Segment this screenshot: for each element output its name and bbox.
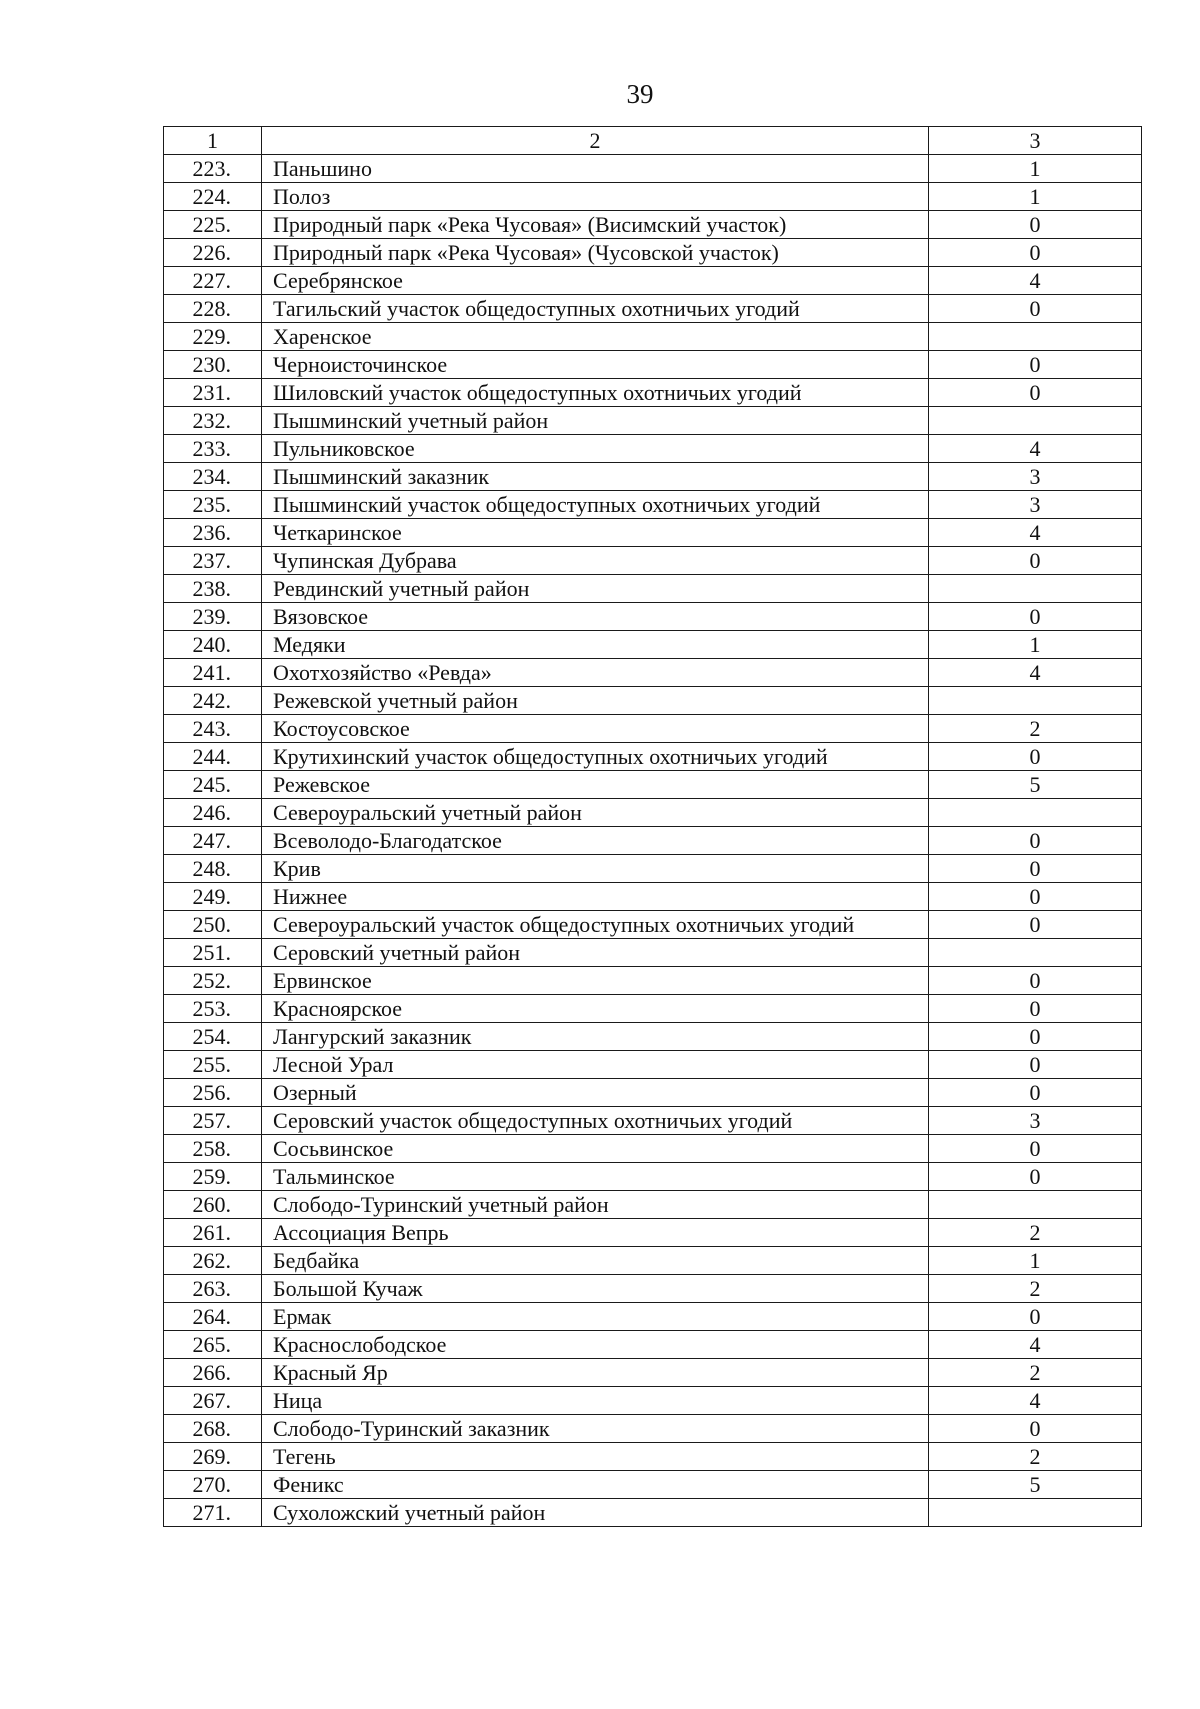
row-number-cell: 240. <box>164 631 262 659</box>
row-number-cell: 259. <box>164 1163 262 1191</box>
row-number-cell: 246. <box>164 799 262 827</box>
row-number-cell: 271. <box>164 1499 262 1527</box>
row-name-cell: Четкаринское <box>262 519 929 547</box>
table-row <box>164 1107 1142 1135</box>
row-number-cell: 260. <box>164 1191 262 1219</box>
table-row <box>164 1135 1142 1163</box>
row-value-cell: 0 <box>929 379 1142 407</box>
row-name-cell: Природный парк «Река Чусовая» (Чусовской участок) <box>262 239 929 267</box>
table-row <box>164 1219 1142 1247</box>
row-value-cell: 0 <box>929 855 1142 883</box>
row-number-cell: 249. <box>164 883 262 911</box>
table-header-row <box>164 127 1142 155</box>
row-number-cell: 253. <box>164 995 262 1023</box>
row-name-cell: Охотхозяйство «Ревда» <box>262 659 929 687</box>
row-name-cell: Природный парк «Река Чусовая» (Висимский участок) <box>262 211 929 239</box>
row-value-cell: 2 <box>929 1359 1142 1387</box>
row-value-cell <box>929 575 1142 603</box>
row-name-cell: Сухоложский учетный район <box>262 1499 929 1527</box>
row-name-cell: Слободо-Туринский учетный район <box>262 1191 929 1219</box>
row-number-cell: 236. <box>164 519 262 547</box>
row-name-cell: Крутихинский участок общедоступных охотничьих угодий <box>262 743 929 771</box>
table-row <box>164 407 1142 435</box>
row-number-cell: 261. <box>164 1219 262 1247</box>
row-name-cell: Лесной Урал <box>262 1051 929 1079</box>
row-value-cell: 3 <box>929 491 1142 519</box>
row-name-cell: Ревдинский учетный район <box>262 575 929 603</box>
row-number-cell: 225. <box>164 211 262 239</box>
table-row <box>164 463 1142 491</box>
table-row <box>164 995 1142 1023</box>
row-number-cell: 257. <box>164 1107 262 1135</box>
row-value-cell: 0 <box>929 1079 1142 1107</box>
row-name-cell: Серовский учетный район <box>262 939 929 967</box>
row-value-cell <box>929 1191 1142 1219</box>
row-number-cell: 231. <box>164 379 262 407</box>
row-number-cell: 264. <box>164 1303 262 1331</box>
table-row <box>164 911 1142 939</box>
row-value-cell: 0 <box>929 1135 1142 1163</box>
row-number-cell: 230. <box>164 351 262 379</box>
table-row <box>164 883 1142 911</box>
row-number-cell: 251. <box>164 939 262 967</box>
table-row <box>164 379 1142 407</box>
row-value-cell: 2 <box>929 715 1142 743</box>
row-value-cell: 4 <box>929 435 1142 463</box>
table-row <box>164 575 1142 603</box>
row-value-cell: 0 <box>929 1023 1142 1051</box>
row-value-cell <box>929 939 1142 967</box>
row-value-cell: 0 <box>929 239 1142 267</box>
row-value-cell: 0 <box>929 547 1142 575</box>
row-name-cell: Озерный <box>262 1079 929 1107</box>
row-name-cell: Вязовское <box>262 603 929 631</box>
row-value-cell: 3 <box>929 1107 1142 1135</box>
table-row <box>164 631 1142 659</box>
row-number-cell: 262. <box>164 1247 262 1275</box>
row-value-cell: 4 <box>929 1387 1142 1415</box>
table-row <box>164 967 1142 995</box>
row-number-cell: 233. <box>164 435 262 463</box>
row-name-cell: Феникс <box>262 1471 929 1499</box>
table-row <box>164 1359 1142 1387</box>
table-row <box>164 435 1142 463</box>
row-name-cell: Ассоциация Вепрь <box>262 1219 929 1247</box>
table-row <box>164 351 1142 379</box>
row-name-cell: Тагильский участок общедоступных охотничьих угодий <box>262 295 929 323</box>
row-name-cell: Тегень <box>262 1443 929 1471</box>
row-number-cell: 256. <box>164 1079 262 1107</box>
table-row <box>164 603 1142 631</box>
row-name-cell: Сосьвинское <box>262 1135 929 1163</box>
row-number-cell: 242. <box>164 687 262 715</box>
table-row <box>164 1247 1142 1275</box>
row-number-cell: 255. <box>164 1051 262 1079</box>
row-value-cell <box>929 323 1142 351</box>
table-row <box>164 855 1142 883</box>
row-value-cell: 5 <box>929 771 1142 799</box>
row-value-cell <box>929 687 1142 715</box>
table-row <box>164 295 1142 323</box>
row-number-cell: 232. <box>164 407 262 435</box>
row-value-cell: 4 <box>929 659 1142 687</box>
table-row <box>164 1023 1142 1051</box>
row-value-cell: 0 <box>929 351 1142 379</box>
row-name-cell: Ервинское <box>262 967 929 995</box>
table-row <box>164 1303 1142 1331</box>
row-value-cell: 1 <box>929 631 1142 659</box>
row-number-cell: 234. <box>164 463 262 491</box>
row-name-cell: Лангурский заказник <box>262 1023 929 1051</box>
row-number-cell: 243. <box>164 715 262 743</box>
row-name-cell: Пышминский учетный район <box>262 407 929 435</box>
row-value-cell: 1 <box>929 1247 1142 1275</box>
table-row <box>164 1191 1142 1219</box>
table-row <box>164 1163 1142 1191</box>
row-number-cell: 238. <box>164 575 262 603</box>
row-number-cell: 266. <box>164 1359 262 1387</box>
row-number-cell: 250. <box>164 911 262 939</box>
table-row <box>164 267 1142 295</box>
table-row <box>164 1499 1142 1527</box>
row-name-cell: Шиловский участок общедоступных охотничьих угодий <box>262 379 929 407</box>
row-value-cell: 0 <box>929 827 1142 855</box>
table-row <box>164 1415 1142 1443</box>
row-name-cell: Североуральский участок общедоступных охотничьих угодий <box>262 911 929 939</box>
table-row <box>164 659 1142 687</box>
row-number-cell: 258. <box>164 1135 262 1163</box>
table-row <box>164 771 1142 799</box>
row-value-cell <box>929 799 1142 827</box>
row-name-cell: Североуральский учетный район <box>262 799 929 827</box>
row-value-cell: 0 <box>929 995 1142 1023</box>
row-value-cell <box>929 1499 1142 1527</box>
table-row <box>164 519 1142 547</box>
row-name-cell: Красноярское <box>262 995 929 1023</box>
table-row <box>164 715 1142 743</box>
row-value-cell <box>929 407 1142 435</box>
row-name-cell: Слободо-Туринский заказник <box>262 1415 929 1443</box>
row-value-cell: 4 <box>929 267 1142 295</box>
row-number-cell: 269. <box>164 1443 262 1471</box>
row-name-cell: Красный Яр <box>262 1359 929 1387</box>
row-value-cell: 3 <box>929 463 1142 491</box>
header-col-2: 2 <box>262 127 929 155</box>
row-number-cell: 247. <box>164 827 262 855</box>
row-number-cell: 265. <box>164 1331 262 1359</box>
table-row <box>164 687 1142 715</box>
table-row <box>164 323 1142 351</box>
row-value-cell: 4 <box>929 519 1142 547</box>
row-name-cell: Паньшино <box>262 155 929 183</box>
row-value-cell: 0 <box>929 883 1142 911</box>
row-number-cell: 229. <box>164 323 262 351</box>
row-number-cell: 270. <box>164 1471 262 1499</box>
row-number-cell: 267. <box>164 1387 262 1415</box>
row-name-cell: Пульниковское <box>262 435 929 463</box>
row-value-cell: 2 <box>929 1443 1142 1471</box>
header-col-3: 3 <box>929 127 1142 155</box>
row-number-cell: 223. <box>164 155 262 183</box>
table-row <box>164 211 1142 239</box>
row-number-cell: 248. <box>164 855 262 883</box>
row-name-cell: Пышминский участок общедоступных охотничьих угодий <box>262 491 929 519</box>
table-row <box>164 491 1142 519</box>
table-row <box>164 547 1142 575</box>
row-name-cell: Нижнее <box>262 883 929 911</box>
table-body <box>164 127 1142 1527</box>
row-number-cell: 228. <box>164 295 262 323</box>
table-row <box>164 155 1142 183</box>
row-number-cell: 237. <box>164 547 262 575</box>
row-value-cell: 0 <box>929 967 1142 995</box>
row-name-cell: Большой Кучаж <box>262 1275 929 1303</box>
row-name-cell: Чупинская Дубрава <box>262 547 929 575</box>
row-value-cell: 0 <box>929 211 1142 239</box>
row-value-cell: 0 <box>929 1163 1142 1191</box>
table-row <box>164 939 1142 967</box>
row-value-cell: 2 <box>929 1219 1142 1247</box>
row-number-cell: 224. <box>164 183 262 211</box>
row-value-cell: 0 <box>929 911 1142 939</box>
row-name-cell: Режевское <box>262 771 929 799</box>
table-row <box>164 1443 1142 1471</box>
row-number-cell: 239. <box>164 603 262 631</box>
row-name-cell: Ермак <box>262 1303 929 1331</box>
table-row <box>164 1471 1142 1499</box>
table-row <box>164 799 1142 827</box>
row-number-cell: 226. <box>164 239 262 267</box>
row-name-cell: Крив <box>262 855 929 883</box>
page-number: 39 <box>626 79 654 109</box>
row-name-cell: Черноисточинское <box>262 351 929 379</box>
table-row <box>164 743 1142 771</box>
data-table <box>163 126 1142 1527</box>
row-number-cell: 235. <box>164 491 262 519</box>
row-number-cell: 263. <box>164 1275 262 1303</box>
table-row <box>164 239 1142 267</box>
row-name-cell: Бедбайка <box>262 1247 929 1275</box>
row-value-cell: 1 <box>929 183 1142 211</box>
row-name-cell: Медяки <box>262 631 929 659</box>
row-number-cell: 252. <box>164 967 262 995</box>
row-value-cell: 5 <box>929 1471 1142 1499</box>
row-number-cell: 244. <box>164 743 262 771</box>
table-row <box>164 1275 1142 1303</box>
row-name-cell: Харенское <box>262 323 929 351</box>
header-col-1: 1 <box>164 127 262 155</box>
row-value-cell: 0 <box>929 603 1142 631</box>
row-value-cell: 1 <box>929 155 1142 183</box>
row-name-cell: Всеволодо-Благодатское <box>262 827 929 855</box>
row-number-cell: 227. <box>164 267 262 295</box>
row-name-cell: Костоусовское <box>262 715 929 743</box>
row-value-cell: 0 <box>929 743 1142 771</box>
row-name-cell: Пышминский заказник <box>262 463 929 491</box>
row-value-cell: 2 <box>929 1275 1142 1303</box>
row-number-cell: 245. <box>164 771 262 799</box>
table-row <box>164 1079 1142 1107</box>
row-value-cell: 0 <box>929 1415 1142 1443</box>
row-name-cell: Полоз <box>262 183 929 211</box>
row-value-cell: 0 <box>929 1303 1142 1331</box>
table-row <box>164 1051 1142 1079</box>
row-number-cell: 241. <box>164 659 262 687</box>
table-row <box>164 1331 1142 1359</box>
row-name-cell: Ница <box>262 1387 929 1415</box>
row-name-cell: Серебрянское <box>262 267 929 295</box>
row-number-cell: 254. <box>164 1023 262 1051</box>
row-number-cell: 268. <box>164 1415 262 1443</box>
row-name-cell: Режевской учетный район <box>262 687 929 715</box>
row-name-cell: Тальминское <box>262 1163 929 1191</box>
row-name-cell: Серовский участок общедоступных охотничьих угодий <box>262 1107 929 1135</box>
table-row <box>164 183 1142 211</box>
table-row <box>164 827 1142 855</box>
row-value-cell: 0 <box>929 295 1142 323</box>
row-name-cell: Краснослободское <box>262 1331 929 1359</box>
row-value-cell: 4 <box>929 1331 1142 1359</box>
row-value-cell: 0 <box>929 1051 1142 1079</box>
table-row <box>164 1387 1142 1415</box>
